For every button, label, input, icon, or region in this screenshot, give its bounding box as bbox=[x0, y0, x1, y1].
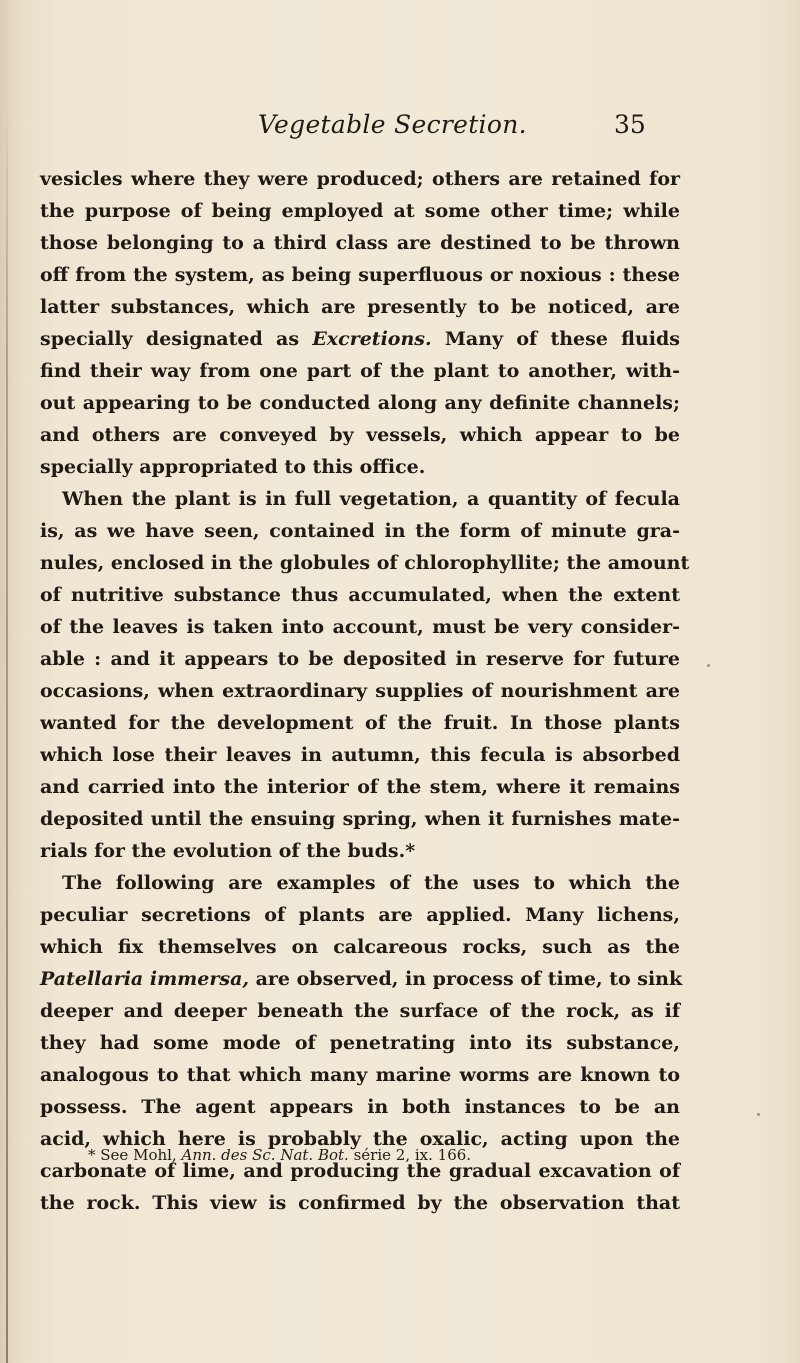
paper-speck bbox=[757, 1113, 760, 1116]
text-line: those belonging to a third class are destined to be thrown bbox=[40, 232, 680, 254]
body-text bbox=[40, 163, 690, 1219]
running-title: Vegetable Secretion. bbox=[258, 110, 527, 139]
page-header bbox=[0, 110, 800, 150]
page-number: 35 bbox=[614, 110, 646, 139]
text-line: acid, which here is probably the oxalic, acting upon the bbox=[40, 1128, 680, 1150]
text-line: find their way from one part of the plant to another, with- bbox=[40, 360, 680, 382]
text-line: deposited until the ensuing spring, when it furnishes mate- bbox=[40, 808, 680, 830]
text-line: is, as we have seen, contained in the form of minute gra- bbox=[40, 520, 680, 542]
text-line: specially appropriated to this office. bbox=[40, 456, 426, 478]
text-line: wanted for the development of the fruit. In those plants bbox=[40, 712, 680, 734]
text-line: out appearing to be conducted along any definite channels; bbox=[40, 392, 680, 414]
page-gutter-edge bbox=[6, 100, 8, 1363]
text-line: and carried into the interior of the stem, where it remains bbox=[40, 776, 680, 798]
text-line: the rock. This view is confirmed by the observation that bbox=[40, 1192, 680, 1214]
footnote bbox=[88, 1146, 471, 1164]
text-line: and others are conveyed by vessels, which appear to be bbox=[40, 424, 680, 446]
text-line: able : and it appears to be deposited in reserve for future bbox=[40, 648, 680, 670]
text-line: rials for the evolution of the buds.* bbox=[40, 840, 416, 862]
text-line: specially designated as Excretions. Many of these fluids bbox=[40, 328, 681, 350]
text-line: analogous to that which many marine worms are known to bbox=[40, 1064, 680, 1086]
text-line: off from the system, as being superfluous or noxious : these bbox=[40, 264, 680, 286]
text-line: of the leaves is taken into account, must be very consider- bbox=[40, 616, 680, 638]
text-line: peculiar secretions of plants are applied. Many lichens, bbox=[40, 904, 680, 926]
text-line: vesicles where they were produced; others are retained for bbox=[40, 168, 680, 190]
paper-speck bbox=[707, 664, 710, 667]
text-line: The following are examples of the uses to which the bbox=[62, 872, 680, 894]
text-line: they had some mode of penetrating into its substance, bbox=[40, 1032, 680, 1054]
text-line: When the plant is in full vegetation, a quantity of fecula bbox=[62, 488, 680, 510]
text-line: carbonate of lime, and producing the gradual excavation of bbox=[40, 1160, 680, 1182]
footnote-journal: Ann. des Sc. Nat. Bot. bbox=[181, 1146, 349, 1164]
footnote-prefix: See Mohl, bbox=[100, 1146, 177, 1164]
text-line: which lose their leaves in autumn, this fecula is absorbed bbox=[40, 744, 680, 766]
text-line: of nutritive substance thus accumulated, when the extent bbox=[40, 584, 680, 606]
text-line: deeper and deeper beneath the surface of the rock, as if bbox=[40, 1000, 680, 1022]
text-line: which fix themselves on calcareous rocks, such as the bbox=[40, 936, 680, 958]
text-line: Patellaria immersa, are observed, in process of time, to sink bbox=[40, 968, 683, 990]
footnote-suffix: série 2, ix. 166. bbox=[353, 1146, 472, 1164]
text-line: nules, enclosed in the globules of chlorophyllite; the amount bbox=[40, 552, 690, 574]
text-line: occasions, when extraordinary supplies of nourishment are bbox=[40, 680, 680, 702]
text-line: possess. The agent appears in both instances to be an bbox=[40, 1096, 680, 1118]
text-line: the purpose of being employed at some other time; while bbox=[40, 200, 680, 222]
footnote-marker: * bbox=[88, 1146, 96, 1164]
text-line: latter substances, which are presently to be noticed, are bbox=[40, 296, 680, 318]
